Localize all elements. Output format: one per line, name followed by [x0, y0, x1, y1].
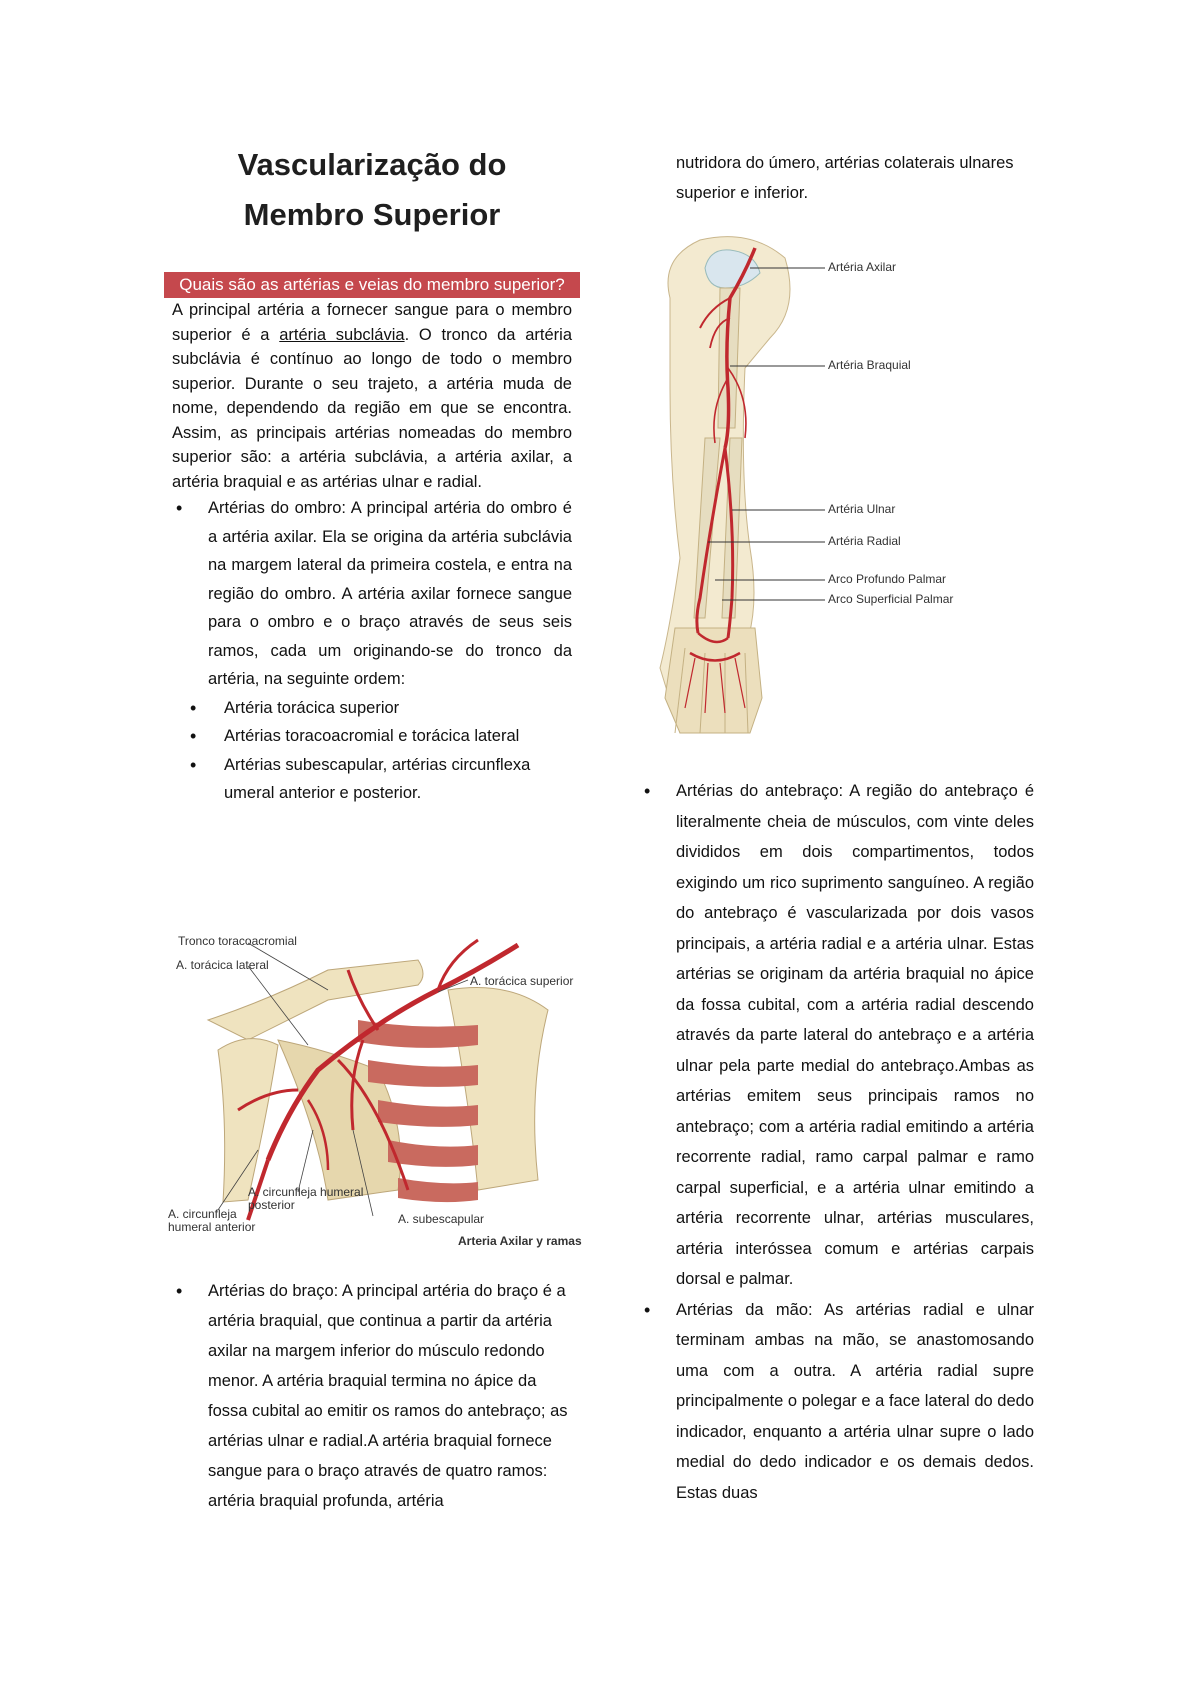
list-item-mao: [676, 1295, 1034, 1509]
title-line-2: Membro Superior: [243, 197, 501, 232]
mao-label: Artérias da mão:: [676, 1300, 813, 1319]
subclavia-link[interactable]: artéria subclávia: [279, 325, 405, 344]
list-item-braco: [172, 1276, 572, 1516]
list-item: • Artérias subescapular, artérias circunflexa umeral anterior e posterior.: [172, 751, 572, 808]
antebraco-mao-list: [676, 776, 1034, 1508]
label-arteria-axilar: Artéria Axilar: [828, 260, 897, 274]
braco-text: A principal artéria do braço é a artéria braquial, que continua a partir da artéria axilar na margem inferior do músculo redondo menor. A artéria braquial termina no ápice da fossa cubital ao emitir os ramos do antebraço; as artérias ulnar e radial.A artéria braquial fornece sangue para o braço através de quatro ramos: artéria braquial profunda, artéria: [208, 1282, 568, 1510]
braco-continuation: nutridora do úmero, artérias colaterais ulnares superior e inferior.: [676, 154, 1014, 202]
label-circunfleja-posterior: A. circunfleja humeral posterior: [248, 1185, 364, 1212]
label-tronco-toracoacromial: Tronco toracoacromial: [178, 934, 297, 948]
right-column: [676, 148, 1036, 208]
braco-section: [172, 1276, 572, 1516]
antebraco-text: A região do antebraço é literalmente cheia de músculos, com vinte deles divididos em dois compartimentos, todos exigindo um rico suprimento sanguíneo. A região do antebraço é vascularizada por dois vasos principais, a artéria radial e a artéria ulnar. Estas artérias se originam da artéria braquial no ápice da fossa cubital, com a artéria radial descendo através da parte lateral do antebraço e a artéria ulnar pela parte medial do antebraço.Ambas as artérias emitem seus principais ramos no antebraço; com a artéria radial emitindo a artéria recorrente radial, ramo carpal palmar e ramo carpal superficial, e a artéria ulnar emitindo a artéria recorrente ulnar, artérias musculares, artéria interóssea comum e artérias carpais dorsal e palmar.: [676, 782, 1035, 1288]
left-column: [172, 140, 572, 808]
ombro-sublist: [172, 694, 572, 808]
section-heading: Quais são as artérias e veias do membro superior?: [164, 272, 580, 298]
label-toracica-lateral: A. torácica lateral: [176, 958, 269, 972]
figure-caption: Arteria Axilar y ramas: [458, 1234, 582, 1248]
right-column-lower: [676, 776, 1034, 1508]
list-item: • Artérias toracoacromial e torácica lateral: [172, 722, 572, 751]
intro-text-2: . O tronco da artéria subclávia é contínuo ao longo de todo o membro superior. Durante o seu trajeto, a artéria muda de nome, dependendo da região em que se encontra. Assim, as principais artérias nomeadas do membro superior são: a artéria subclávia, a artéria axilar, a artéria braquial e as artérias ulnar e radial.: [172, 325, 573, 491]
ombro-label: Artérias do ombro:: [208, 499, 346, 517]
label-arco-profundo: Arco Profundo Palmar: [828, 572, 947, 586]
braco-list: [172, 1276, 572, 1516]
list-item-antebraco: [676, 776, 1034, 1295]
title-line-1: Vascularização do: [237, 147, 507, 182]
label-arteria-radial: Artéria Radial: [828, 534, 901, 548]
mao-text: As artérias radial e ulnar terminam ambas na mão, se anastomosando uma com a outra. A artéria radial supre principalmente o polegar e a face lateral do dedo indicador, enquanto a artéria ulnar supre o lado medial do dedo indicador e os demais dedos. Estas duas: [676, 1300, 1034, 1502]
list-item: • Artéria torácica superior: [172, 694, 572, 723]
label-arteria-ulnar: Artéria Ulnar: [828, 502, 896, 516]
ombro-text: A principal artéria do ombro é a artéria axilar. Ela se origina da artéria subclávia na margem lateral da primeira costela, e entra na região do ombro. A artéria axilar fornece sangue para o ombro e o braço através de seus seis ramos, cada um originando-se do tronco da artéria, na seguinte ordem:: [208, 499, 572, 688]
ombro-list: [172, 494, 572, 694]
arm-artery-figure: [650, 228, 1010, 738]
braco-label: Artérias do braço:: [208, 1282, 339, 1300]
axillary-artery-figure: [168, 930, 590, 1250]
label-toracica-superior: A. torácica superior: [470, 974, 574, 988]
label-subescapular: A. subescapular: [398, 1212, 485, 1226]
antebraco-label: Artérias do antebraço:: [676, 782, 844, 800]
label-circunfleja-anterior: A. circunfleja humeral anterior: [168, 1207, 256, 1234]
list-item-ombro: [172, 494, 572, 694]
page-title: [172, 140, 572, 240]
label-arteria-braquial: Artéria Braquial: [828, 358, 911, 372]
intro-paragraph: [172, 298, 572, 494]
label-arco-superficial: Arco Superficial Palmar: [828, 592, 954, 606]
intro-text-1: A principal artéria a fornecer sangue para o membro superior é a: [172, 301, 572, 344]
arm-artery-illustration: [650, 228, 1010, 738]
